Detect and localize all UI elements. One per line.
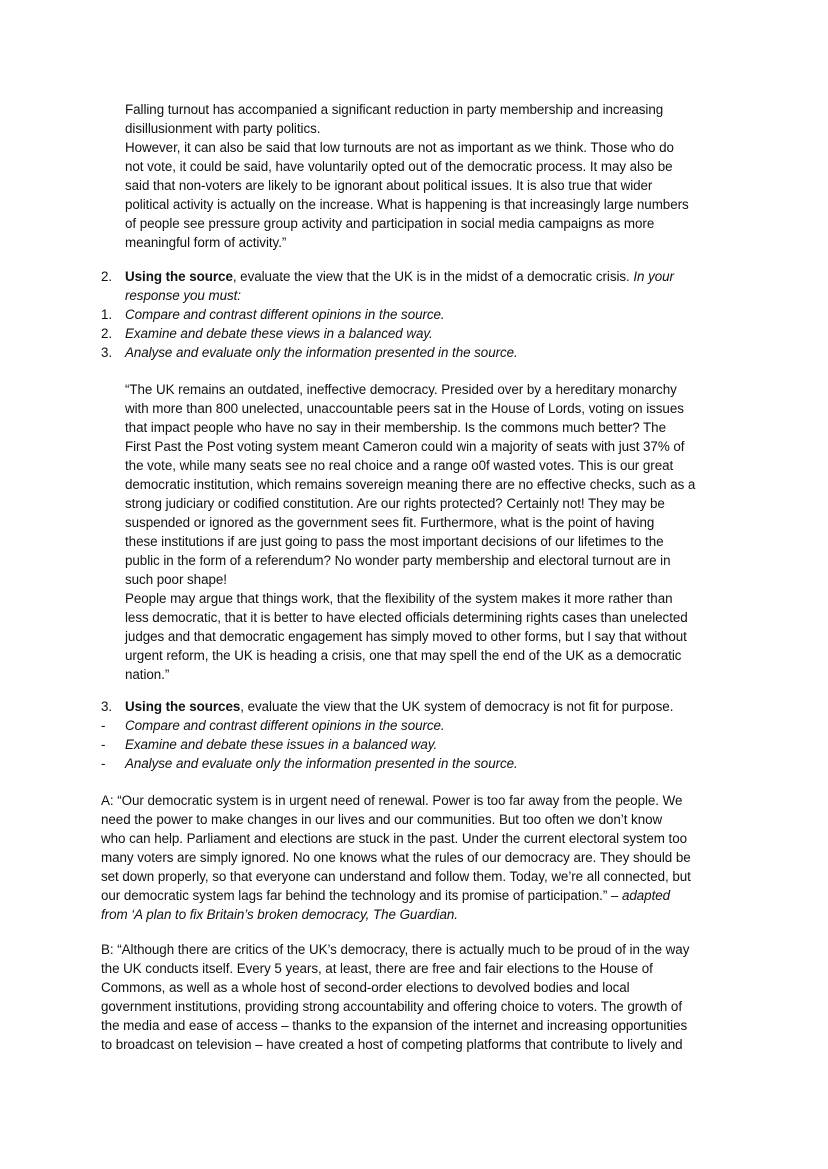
question-number: 2. bbox=[101, 269, 113, 284]
text-line: need the power to make changes in our lives and our communities. But too often we don’t know bbox=[101, 812, 663, 827]
list-item: 3. Analyse and evaluate only the information presented in the source. bbox=[101, 345, 518, 360]
source-a bbox=[101, 791, 741, 924]
text-line: nation.” bbox=[125, 667, 170, 682]
list-item: 2. Examine and debate these views in a balanced way. bbox=[101, 326, 433, 341]
text-line: Falling turnout has accompanied a significant reduction in party membership and increasing bbox=[125, 102, 664, 117]
text-line: set down properly, so that everyone can understand and follow them. Today, we’re all connected, but bbox=[101, 869, 691, 884]
question-2 bbox=[101, 267, 741, 362]
text-line: with more than 800 unelected, unaccountable peers sat in the House of Lords, voting on issues bbox=[125, 401, 684, 416]
question-bold-lead: Using the source bbox=[125, 269, 233, 284]
source-quote bbox=[125, 380, 735, 684]
list-item: - Compare and contrast different opinions in the source. bbox=[101, 718, 445, 733]
question-italic-tail: In your bbox=[633, 269, 674, 284]
citation-lead: adapted bbox=[621, 888, 671, 903]
text-line: that impact people who have no say in their membership. Is the commons much better? The bbox=[125, 420, 666, 435]
citation: from ‘A plan to fix Britain’s broken democracy, The Guardian. bbox=[101, 907, 458, 922]
text-line: less democratic, that it is better to have elected officials determining rights cases than unelected bbox=[125, 610, 688, 625]
text-line: many voters are simply ignored. No one knows what the rules of our democracy are. They should be bbox=[101, 850, 691, 865]
text-line: disillusionment with party politics. bbox=[125, 121, 321, 136]
text-line: said that non-voters are likely to be ignorant about political issues. It is also true that wider bbox=[125, 178, 653, 193]
text-line: to broadcast on television – have created a host of competing platforms that contribute to lively and bbox=[101, 1037, 683, 1052]
text-line: political activity is actually on the increase. What is happening is that increasingly large numbers bbox=[125, 197, 689, 212]
text-line: government institutions, providing strong accountability and offering choice to voters. The growth of bbox=[101, 999, 683, 1014]
text-line: who can help. Parliament and elections are stuck in the past. Under the current electoral system too bbox=[101, 831, 687, 846]
text-line: the vote, while many seats see no real choice and a range o0f wasted votes. This is our great bbox=[125, 458, 674, 473]
text-line: meaningful form of activity.” bbox=[125, 235, 287, 250]
source-continuation bbox=[125, 100, 735, 252]
text-line: Commons, as well as a whole host of second-order elections to devolved bodies and local bbox=[101, 980, 630, 995]
source-b bbox=[101, 940, 741, 1054]
text-line: the media and ease of access – thanks to the expansion of the internet and increasing opportunities bbox=[101, 1018, 688, 1033]
text-line: urgent reform, the UK is heading a crisis, one that may spell the end of the UK as a democratic bbox=[125, 648, 682, 663]
text-line: A: “Our democratic system is in urgent need of renewal. Power is too far away from the people. We bbox=[101, 793, 683, 808]
question-3 bbox=[101, 697, 741, 773]
list-item: 1. Compare and contrast different opinions in the source. bbox=[101, 307, 445, 322]
question-bold-lead: Using the sources bbox=[125, 699, 241, 714]
question-number: 3. bbox=[101, 699, 113, 714]
text-line: not vote, it could be said, have voluntarily opted out of the democratic process. It may also be bbox=[125, 159, 673, 174]
question-text: , evaluate the view that the UK is in the midst of a democratic crisis. bbox=[232, 269, 634, 284]
text-line: public in the form of a referendum? No wonder party membership and electoral turnout are in bbox=[125, 553, 671, 568]
text-line: B: “Although there are critics of the UK’s democracy, there is actually much to be proud of in the way bbox=[101, 942, 690, 957]
text-line: First Past the Post voting system meant Cameron could win a majority of seats with just 37% of bbox=[125, 439, 685, 454]
text-line: democratic institution, which remains sovereign meaning there are no effective checks, such as a bbox=[125, 477, 696, 492]
text-line: judges and that democratic engagement has simply moved to other forms, but I say that without bbox=[125, 629, 687, 644]
list-item: - Examine and debate these issues in a balanced way. bbox=[101, 737, 438, 752]
text-line: suspended or ignored as the government sees fit. Furthermore, what is the point of having bbox=[125, 515, 655, 530]
text-line: However, it can also be said that low turnouts are not as important as we think. Those who do bbox=[125, 140, 674, 155]
text-line: such poor shape! bbox=[125, 572, 227, 587]
question-text: , evaluate the view that the UK system of democracy is not fit for purpose. bbox=[240, 699, 674, 714]
question-italic-line: response you must: bbox=[125, 288, 241, 303]
text-line: the UK conducts itself. Every 5 years, at least, there are free and fair elections to the House of bbox=[101, 961, 653, 976]
text-line: strong judiciary or codified constitution. Are our rights protected? Certainly not! They may be bbox=[125, 496, 665, 511]
text-line: People may argue that things work, that the flexibility of the system makes it more rather than bbox=[125, 591, 673, 606]
text-line: “The UK remains an outdated, ineffective democracy. Presided over by a hereditary monarchy bbox=[125, 382, 677, 397]
text-line: these institutions if are just going to pass the most important decisions of our lifetimes to the bbox=[125, 534, 664, 549]
list-item: - Analyse and evaluate only the information presented in the source. bbox=[101, 756, 518, 771]
text-line: of people see pressure group activity and participation in social media campaigns as more bbox=[125, 216, 655, 231]
text-line: our democratic system lags far behind the technology and its promise of participation.” – adapted bbox=[101, 888, 671, 903]
